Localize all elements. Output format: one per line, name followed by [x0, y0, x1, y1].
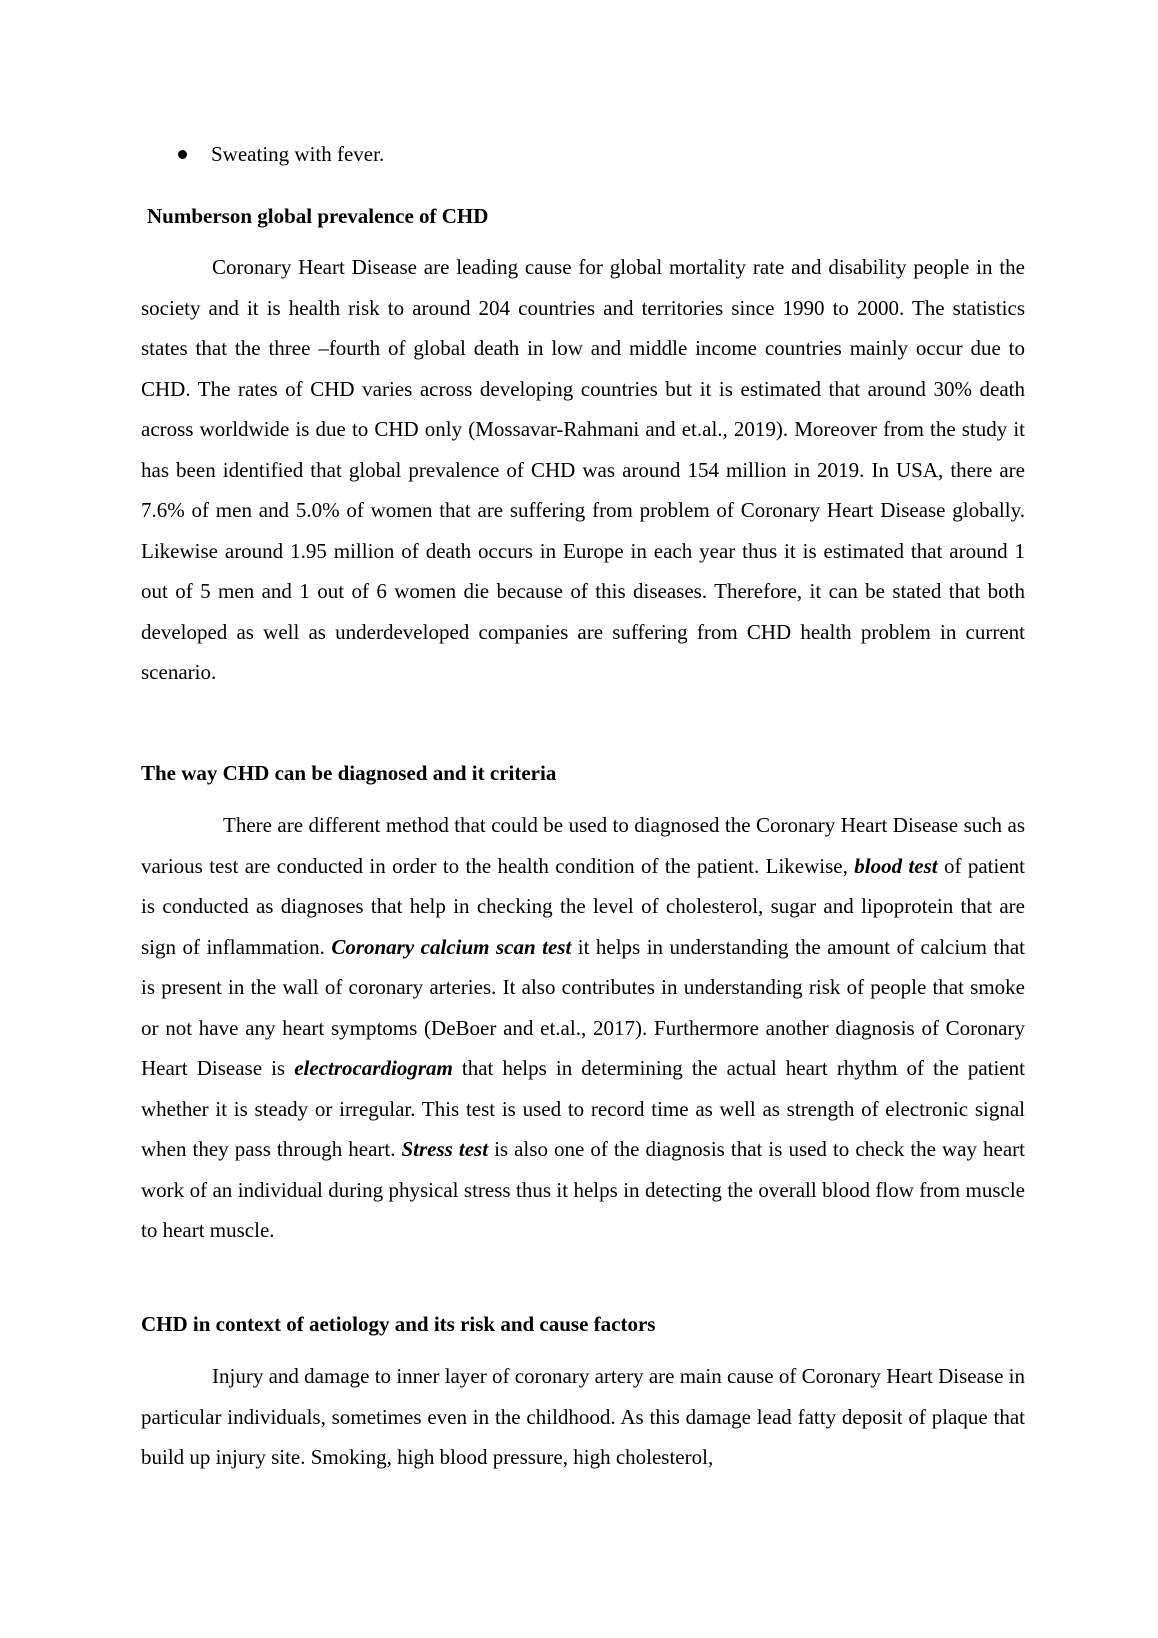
- diagnosis-text-5: is also one of the diagnosis that is used to check the way heart work of an individual during physical stress thus it helps in detecting the overall blood flow from muscle to heart muscle.: [141, 1137, 1025, 1242]
- term-stress-test: Stress test: [401, 1137, 489, 1161]
- paragraph-diagnosis: [141, 805, 1025, 1251]
- term-calcium-scan: Coronary calcium scan test: [331, 934, 572, 959]
- bullet-item: [178, 140, 384, 168]
- paragraph-aetiology: Injury and damage to inner layer of coronary artery are main cause of Coronary Heart Disease in particular individuals, sometimes even in the childhood. As this damage lead fatty deposit of plaque that build up injury site. Smoking, high blood pressure, high cholesterol,: [141, 1364, 1025, 1469]
- diagnosis-text-2: of patient is conducted as diagnoses that help in checking the level of cholesterol, sugar and lipoprotein that are sign of inflammation.: [141, 853, 1026, 959]
- section-heading-aetiology: CHD in context of aetiology and its risk and cause factors: [141, 1312, 656, 1336]
- diagnosis-text-4: that helps in determining the actual heart rhythm of the patient whether it is steady or irregular. This test is used to record time as well as strength of electronic signal when they pass through heart.: [141, 1056, 1025, 1161]
- term-electrocardiogram: electrocardiogram: [294, 1056, 453, 1080]
- diagnosis-text-3: it helps in understanding the amount of calcium that is present in the wall of coronary arteries. It also contributes in understanding risk of people that smoke or not have any heart symptoms (DeBoer and et.al., 2017). Furthermore another diagnosis of Coronary Heart Disease is: [141, 934, 1025, 1080]
- diagnosis-text-1: There are different method that could be used to diagnosed the Coronary Heart Disease such as various test are conducted in order to the health condition of the patient. Likewise,: [141, 813, 1025, 878]
- term-blood-test: blood test: [854, 853, 938, 878]
- paragraph-prevalence: Coronary Heart Disease are leading cause for global mortality rate and disability people in the society and it is health risk to around 204 countries and territories since 1990 to 2000. The statistics states that the three –fourth of global death in low and middle income countries mainly occur due to CHD. The rates of CHD varies across developing countries but it is estimated that around 30% death across worldwide is due to CHD only (Mossavar-Rahmani and et.al., 2019). Moreover from the study it has been identified that global prevalence of CHD was around 154 million in 2019. In USA, there are 7.6% of men and 5.0% of women that are suffering from problem of Coronary Heart Disease globally. Likewise around 1.95 million of death occurs in Europe in each year thus it is estimated that around 1 out of 5 men and 1 out of 6 women die because of this diseases. Therefore, it can be stated that both developed as well as underdeveloped companies are suffering from CHD health problem in current scenario.: [141, 255, 1025, 684]
- bullet-dot-icon: [178, 150, 187, 159]
- section-heading-prevalence: Numberson global prevalence of CHD: [147, 204, 489, 228]
- bullet-text: Sweating with fever.: [211, 142, 385, 166]
- section-heading-diagnosis: The way CHD can be diagnosed and it criteria: [141, 761, 557, 785]
